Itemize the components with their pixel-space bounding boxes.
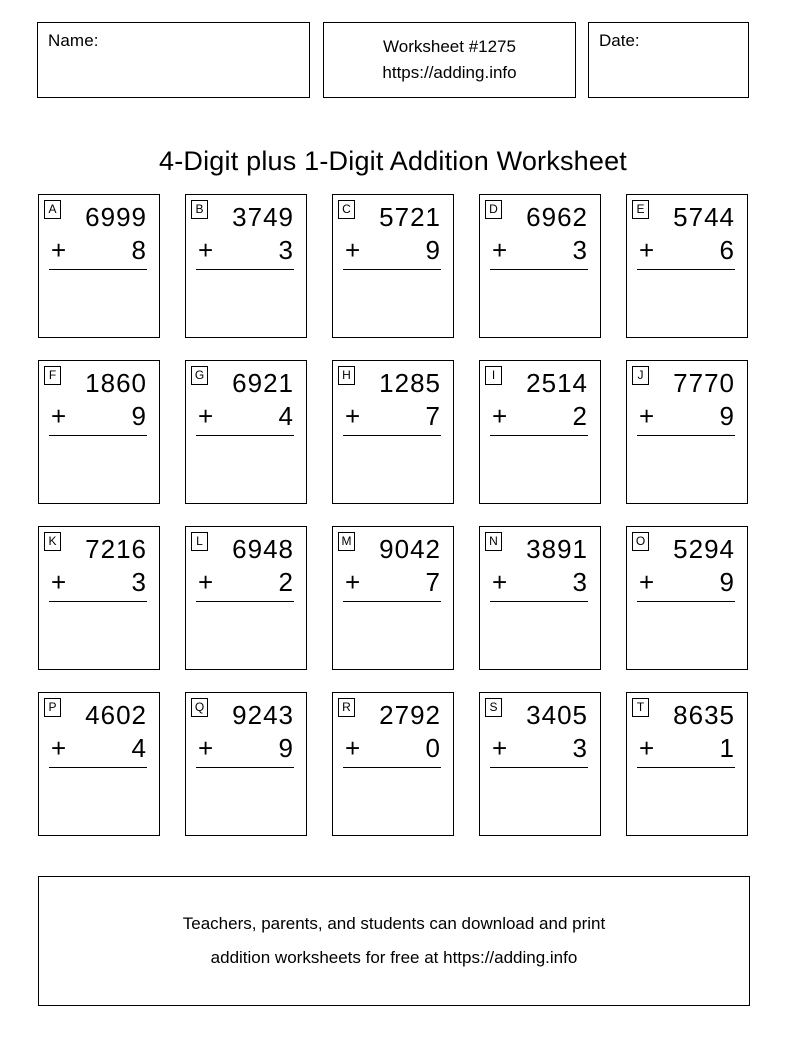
- problem-body: [186, 367, 306, 436]
- problem-rule: [49, 767, 147, 768]
- problem-addend-bottom: 7: [425, 401, 441, 431]
- problem-item[interactable]: [185, 692, 307, 836]
- problem-addend-bottom: 9: [278, 733, 294, 763]
- problem-addend-bottom: 9: [131, 401, 147, 431]
- problem-letter: H: [338, 366, 355, 385]
- problem-bottom-row: [490, 399, 588, 433]
- problem-letter: O: [632, 532, 649, 551]
- problem-letter: A: [44, 200, 61, 219]
- problem-letter: N: [485, 532, 502, 551]
- problem-operator: +: [198, 235, 215, 265]
- date-field-box[interactable]: [588, 22, 749, 98]
- problem-item[interactable]: [38, 526, 160, 670]
- problem-rule: [49, 435, 147, 436]
- problem-body: [480, 367, 600, 436]
- problem-letter: T: [632, 698, 649, 717]
- problem-body: [480, 201, 600, 270]
- problem-addend-bottom: 3: [572, 567, 588, 597]
- problem-body: [39, 699, 159, 768]
- problem-letter: J: [632, 366, 649, 385]
- problem-operator: +: [492, 235, 509, 265]
- problem-body: [39, 367, 159, 436]
- problem-bottom-row: [196, 233, 294, 267]
- problem-operator: +: [198, 567, 215, 597]
- problem-rule: [343, 269, 441, 270]
- problem-item[interactable]: [479, 692, 601, 836]
- problem-addend-top: 5294: [673, 534, 735, 564]
- worksheet-url: https://adding.info: [382, 63, 517, 82]
- problem-operator: +: [492, 733, 509, 763]
- worksheet-info-box: [323, 22, 576, 98]
- problem-addend-bottom: 3: [278, 235, 294, 265]
- problem-item[interactable]: [626, 360, 748, 504]
- problem-operator: +: [492, 401, 509, 431]
- problem-bottom-row: [49, 233, 147, 267]
- problem-body: [186, 201, 306, 270]
- problem-item[interactable]: [332, 526, 454, 670]
- problem-addend-bottom: 9: [719, 401, 735, 431]
- problem-letter: I: [485, 366, 502, 385]
- problem-rule: [637, 767, 735, 768]
- problem-item[interactable]: [185, 194, 307, 338]
- problem-letter: D: [485, 200, 502, 219]
- problem-addend-top: 5721: [379, 202, 441, 232]
- problem-bottom-row: [637, 399, 735, 433]
- problem-bottom-row: [343, 399, 441, 433]
- problem-operator: +: [345, 567, 362, 597]
- problem-body: [480, 533, 600, 602]
- problem-addend-top: 9243: [232, 700, 294, 730]
- problem-letter: C: [338, 200, 355, 219]
- problem-item[interactable]: [479, 360, 601, 504]
- problem-operator: +: [51, 567, 68, 597]
- problem-letter: B: [191, 200, 208, 219]
- problem-item[interactable]: [185, 526, 307, 670]
- problem-item[interactable]: [38, 194, 160, 338]
- problem-bottom-row: [49, 565, 147, 599]
- problem-addend-bottom: 8: [131, 235, 147, 265]
- problem-body: [186, 699, 306, 768]
- problem-rule: [49, 601, 147, 602]
- problem-body: [627, 201, 747, 270]
- problem-letter: Q: [191, 698, 208, 717]
- problem-item[interactable]: [479, 194, 601, 338]
- problem-bottom-row: [490, 233, 588, 267]
- problem-addend-top: 5744: [673, 202, 735, 232]
- problem-operator: +: [492, 567, 509, 597]
- problem-rule: [196, 767, 294, 768]
- problem-addend-top: 7216: [85, 534, 147, 564]
- problem-operator: +: [51, 401, 68, 431]
- problem-rule: [490, 767, 588, 768]
- problem-item[interactable]: [626, 526, 748, 670]
- problem-addend-bottom: 3: [572, 733, 588, 763]
- problem-addend-bottom: 6: [719, 235, 735, 265]
- problem-item[interactable]: [38, 360, 160, 504]
- problem-operator: +: [51, 235, 68, 265]
- problem-operator: +: [345, 401, 362, 431]
- problem-rule: [490, 435, 588, 436]
- problem-body: [333, 699, 453, 768]
- problem-item[interactable]: [185, 360, 307, 504]
- problem-letter: R: [338, 698, 355, 717]
- problem-body: [480, 699, 600, 768]
- problem-bottom-row: [490, 565, 588, 599]
- problem-addend-bottom: 2: [572, 401, 588, 431]
- problem-bottom-row: [637, 565, 735, 599]
- problem-body: [39, 533, 159, 602]
- problem-body: [333, 367, 453, 436]
- problem-body: [627, 367, 747, 436]
- worksheet-header: [37, 22, 749, 98]
- problem-body: [186, 533, 306, 602]
- problem-operator: +: [639, 733, 656, 763]
- problem-addend-top: 8635: [673, 700, 735, 730]
- problem-addend-top: 6921: [232, 368, 294, 398]
- problem-bottom-row: [196, 399, 294, 433]
- problem-addend-bottom: 4: [131, 733, 147, 763]
- problem-bottom-row: [343, 731, 441, 765]
- problem-rule: [490, 601, 588, 602]
- problem-letter: S: [485, 698, 502, 717]
- problem-body: [627, 699, 747, 768]
- problem-bottom-row: [49, 399, 147, 433]
- problem-operator: +: [51, 733, 68, 763]
- problem-operator: +: [198, 401, 215, 431]
- problem-addend-bottom: 7: [425, 567, 441, 597]
- problem-addend-top: 2514: [526, 368, 588, 398]
- problem-operator: +: [345, 733, 362, 763]
- problem-addend-top: 7770: [673, 368, 735, 398]
- problem-rule: [196, 435, 294, 436]
- problem-addend-top: 3749: [232, 202, 294, 232]
- problem-letter: E: [632, 200, 649, 219]
- problem-item[interactable]: [332, 360, 454, 504]
- problem-addend-bottom: 0: [425, 733, 441, 763]
- problem-rule: [196, 269, 294, 270]
- problem-addend-top: 9042: [379, 534, 441, 564]
- footer-line-2: addition worksheets for free at https://adding.info: [210, 948, 578, 967]
- problem-addend-bottom: 9: [425, 235, 441, 265]
- problem-letter: P: [44, 698, 61, 717]
- problem-bottom-row: [196, 565, 294, 599]
- problem-addend-bottom: 3: [131, 567, 147, 597]
- problem-grid: [38, 194, 748, 836]
- problem-letter: L: [191, 532, 208, 551]
- problem-addend-top: 6948: [232, 534, 294, 564]
- problem-addend-top: 6962: [526, 202, 588, 232]
- problem-bottom-row: [343, 565, 441, 599]
- problem-letter: K: [44, 532, 61, 551]
- problem-operator: +: [345, 235, 362, 265]
- problem-body: [333, 533, 453, 602]
- problem-addend-bottom: 3: [572, 235, 588, 265]
- problem-operator: +: [639, 235, 656, 265]
- page-title: 4-Digit plus 1-Digit Addition Worksheet: [158, 146, 627, 177]
- problem-rule: [196, 601, 294, 602]
- problem-addend-top: 4602: [85, 700, 147, 730]
- problem-addend-bottom: 4: [278, 401, 294, 431]
- worksheet-id: Worksheet #1275: [383, 37, 516, 56]
- problem-rule: [343, 435, 441, 436]
- problem-rule: [490, 269, 588, 270]
- problem-item[interactable]: [626, 692, 748, 836]
- name-label: Name:: [48, 31, 99, 50]
- problem-bottom-row: [49, 731, 147, 765]
- problem-body: [627, 533, 747, 602]
- problem-rule: [637, 601, 735, 602]
- problem-operator: +: [639, 401, 656, 431]
- problem-bottom-row: [343, 233, 441, 267]
- problem-letter: F: [44, 366, 61, 385]
- problem-addend-bottom: 2: [278, 567, 294, 597]
- problem-item[interactable]: [479, 526, 601, 670]
- problem-rule: [343, 767, 441, 768]
- problem-addend-top: 3891: [526, 534, 588, 564]
- problem-letter: G: [191, 366, 208, 385]
- problem-body: [333, 201, 453, 270]
- problem-addend-top: 1860: [85, 368, 147, 398]
- name-field-box[interactable]: [37, 22, 310, 98]
- problem-item[interactable]: [332, 194, 454, 338]
- problem-operator: +: [198, 733, 215, 763]
- problem-bottom-row: [196, 731, 294, 765]
- problem-item[interactable]: [332, 692, 454, 836]
- problem-bottom-row: [637, 233, 735, 267]
- problem-rule: [637, 435, 735, 436]
- problem-rule: [343, 601, 441, 602]
- date-label: Date:: [599, 31, 640, 50]
- problem-bottom-row: [490, 731, 588, 765]
- problem-addend-top: 6999: [85, 202, 147, 232]
- problem-addend-bottom: 1: [719, 733, 735, 763]
- problem-addend-bottom: 9: [719, 567, 735, 597]
- problem-item[interactable]: [38, 692, 160, 836]
- problem-bottom-row: [637, 731, 735, 765]
- footer-line-1: Teachers, parents, and students can download and print: [182, 914, 606, 933]
- problem-item[interactable]: [626, 194, 748, 338]
- problem-letter: M: [338, 532, 355, 551]
- problem-addend-top: 2792: [379, 700, 441, 730]
- problem-addend-top: 1285: [379, 368, 441, 398]
- problem-rule: [49, 269, 147, 270]
- problem-addend-top: 3405: [526, 700, 588, 730]
- footer-note-box: [38, 876, 750, 1006]
- problem-body: [39, 201, 159, 270]
- problem-operator: +: [639, 567, 656, 597]
- problem-rule: [637, 269, 735, 270]
